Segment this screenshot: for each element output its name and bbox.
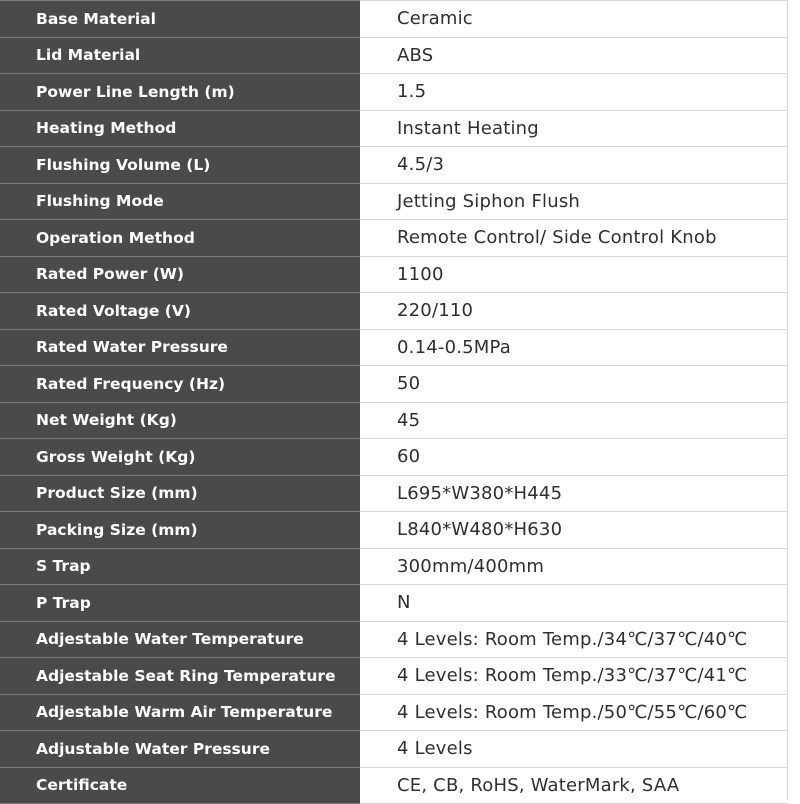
spec-label: Power Line Length (m) (0, 74, 360, 111)
spec-label: Operation Method (0, 220, 360, 257)
spec-row-packing-size (0, 512, 788, 549)
spec-value: 4.5/3 (360, 147, 788, 184)
spec-value: Jetting Siphon Flush (360, 183, 788, 220)
spec-row-water-temperature (0, 621, 788, 658)
spec-row-power-line-length (0, 74, 788, 111)
spec-label: Adjestable Seat Ring Temperature (0, 658, 360, 695)
spec-label: P Trap (0, 585, 360, 622)
spec-value: 300mm/400mm (360, 548, 788, 585)
spec-label: Net Weight (Kg) (0, 402, 360, 439)
spec-label: Adjestable Water Temperature (0, 621, 360, 658)
spec-label: Lid Material (0, 37, 360, 74)
spec-row-operation-method (0, 220, 788, 257)
spec-value: 45 (360, 402, 788, 439)
spec-row-s-trap (0, 548, 788, 585)
spec-row-flushing-mode (0, 183, 788, 220)
spec-label: Heating Method (0, 110, 360, 147)
spec-label: Rated Frequency (Hz) (0, 366, 360, 403)
spec-row-water-pressure-levels (0, 731, 788, 768)
spec-row-rated-voltage (0, 293, 788, 330)
spec-value: 50 (360, 366, 788, 403)
spec-row-warm-air-temperature (0, 694, 788, 731)
spec-label: Rated Power (W) (0, 256, 360, 293)
spec-value: L695*W380*H445 (360, 475, 788, 512)
spec-value: N (360, 585, 788, 622)
spec-label: S Trap (0, 548, 360, 585)
spec-row-p-trap (0, 585, 788, 622)
spec-row-rated-water-pressure (0, 329, 788, 366)
spec-label: Certificate (0, 767, 360, 804)
spec-row-lid-material (0, 37, 788, 74)
spec-row-rated-frequency (0, 366, 788, 403)
table-right-border (787, 0, 788, 800)
spec-value: Remote Control/ Side Control Knob (360, 220, 788, 257)
spec-value: 4 Levels: Room Temp./34℃/37℃/40℃ (360, 621, 788, 658)
spec-label: Flushing Volume (L) (0, 147, 360, 184)
spec-value: 4 Levels: Room Temp./33℃/37℃/41℃ (360, 658, 788, 695)
spec-value: CE, CB, RoHS, WaterMark, SAA (360, 767, 788, 804)
spec-label: Packing Size (mm) (0, 512, 360, 549)
spec-row-seat-ring-temperature (0, 658, 788, 695)
spec-value: 1100 (360, 256, 788, 293)
spec-label: Flushing Mode (0, 183, 360, 220)
spec-row-product-size (0, 475, 788, 512)
spec-value: 0.14-0.5MPa (360, 329, 788, 366)
spec-value: 1.5 (360, 74, 788, 111)
spec-table-body (0, 1, 788, 804)
spec-row-gross-weight (0, 439, 788, 476)
spec-value: 220/110 (360, 293, 788, 330)
spec-row-flushing-volume (0, 147, 788, 184)
spec-value: Ceramic (360, 1, 788, 38)
spec-value: 4 Levels: Room Temp./50℃/55℃/60℃ (360, 694, 788, 731)
spec-label: Rated Voltage (V) (0, 293, 360, 330)
spec-row-net-weight (0, 402, 788, 439)
spec-row-base-material (0, 1, 788, 38)
spec-row-heating-method (0, 110, 788, 147)
spec-value: L840*W480*H630 (360, 512, 788, 549)
spec-value: 4 Levels (360, 731, 788, 768)
spec-label: Adjestable Warm Air Temperature (0, 694, 360, 731)
spec-value: Instant Heating (360, 110, 788, 147)
spec-row-rated-power (0, 256, 788, 293)
spec-value: 60 (360, 439, 788, 476)
spec-label: Product Size (mm) (0, 475, 360, 512)
spec-value: ABS (360, 37, 788, 74)
spec-label: Base Material (0, 1, 360, 38)
spec-row-certificate (0, 767, 788, 804)
spec-label: Gross Weight (Kg) (0, 439, 360, 476)
spec-label: Adjustable Water Pressure (0, 731, 360, 768)
spec-label: Rated Water Pressure (0, 329, 360, 366)
